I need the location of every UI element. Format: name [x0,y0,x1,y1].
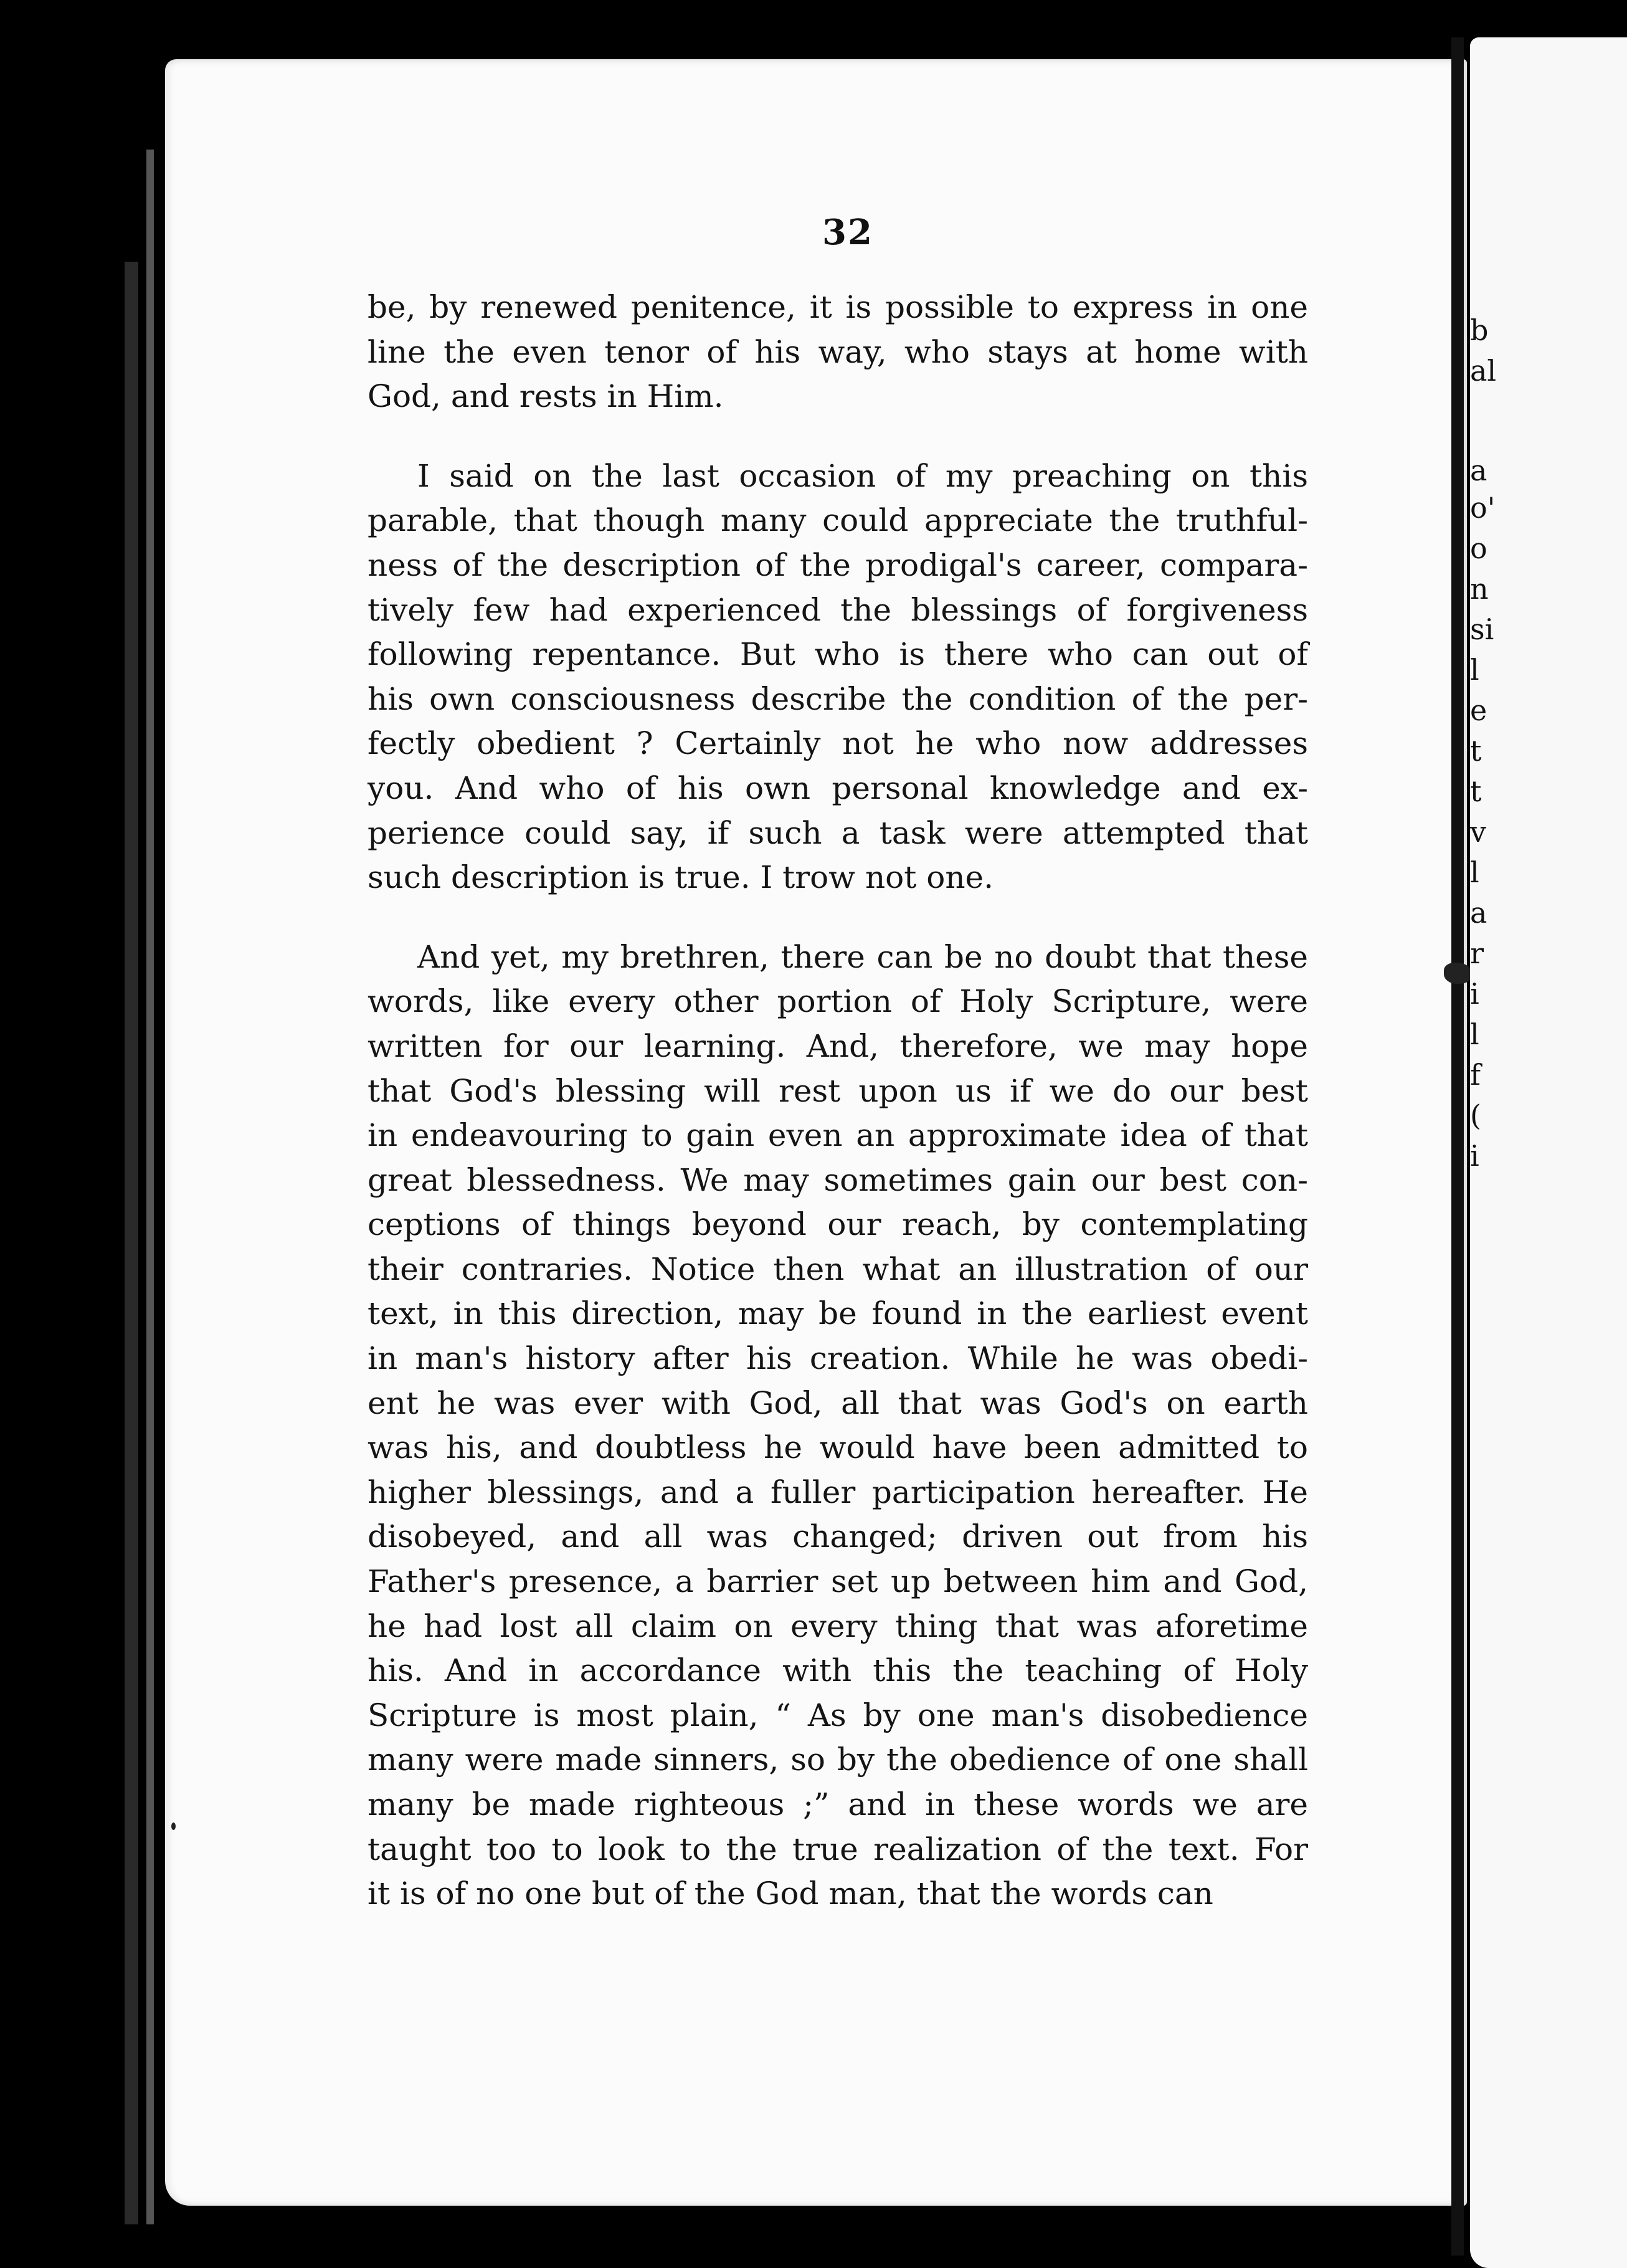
text-line: many be made righteous ;” and in these words we are [368,1786,1308,1822]
text-line: was his, and doubtless he would have been admitted to [368,1429,1308,1466]
facing-page-letter: t [1470,734,1482,768]
facing-page-letter: l [1470,653,1479,687]
facing-page-letter: ( [1470,1098,1481,1132]
body-text [368,285,1308,1917]
text-line: Scripture is most plain, “ As by one man's disobedience [368,1697,1308,1733]
text-line: And yet, my brethren, there can be no doubt that these [417,938,1308,975]
paragraph [368,454,1308,900]
text-line: words, like every other portion of Holy Scripture, were [368,983,1308,1020]
text-line: disobeyed, and all was changed; driven out from his [368,1518,1308,1555]
text-line: ceptions of things beyond our reach, by contemplating [368,1206,1308,1243]
facing-page-letter: l [1470,1017,1479,1051]
text-line: parable, that though many could appreciate the truthful- [368,502,1308,539]
facing-page-letter: f [1470,1058,1481,1092]
text-line: you. And who of his own personal knowledge and ex- [368,770,1308,806]
facing-page-letter: o' [1470,491,1496,525]
text-line: taught too to look to the true realization of the text. For [368,1831,1308,1867]
page-number: 32 [822,212,873,253]
text-line: line the even tenor of his way, who stays at home with [368,333,1308,370]
text-line: his own consciousness describe the condition of the per- [368,680,1308,717]
text-line: ness of the description of the prodigal's career, compara- [368,546,1308,583]
text-line: perience could say, if such a task were attempted that [368,814,1308,851]
facing-page-letter: si [1470,612,1494,646]
facing-page-letter: al [1470,354,1497,388]
facing-page-letter: a [1470,896,1487,930]
ink-speck [171,1822,176,1830]
facing-page-fragment [1470,37,1627,2268]
facing-page-letter: l [1470,855,1479,889]
facing-page-letter: a [1470,454,1487,487]
text-line: text, in this direction, may be found in the earliest event [368,1295,1308,1332]
facing-page-letter: i [1470,1139,1479,1173]
facing-page-letter: o [1470,531,1487,565]
text-line: ent he was ever with God, all that was God's on earth [368,1384,1308,1421]
text-line: he had lost all claim on every thing that was aforetime [368,1608,1308,1644]
text-line: it is of no one but of the God man, that the words can [368,1875,1213,1912]
binding-gutter [1451,37,1464,2256]
paragraph [368,285,1308,419]
text-line: Father's presence, a barrier set up between him and God, [368,1563,1308,1600]
text-line: such description is true. I trow not one. [368,859,994,896]
text-line: following repentance. But who is there who can out of [368,636,1308,673]
text-line: be, by renewed penitence, it is possible to express in one [368,289,1308,325]
paragraph [368,935,1308,1917]
text-line: tively few had experienced the blessings of forgiveness [368,591,1308,628]
facing-page-letter: i [1470,977,1479,1011]
text-line: in man's history after his creation. While he was obedi- [368,1340,1308,1377]
text-line: fectly obedient ? Certainly not he who now addresses [368,725,1308,762]
facing-page-letter: r [1470,936,1484,970]
facing-page-letter: n [1470,572,1489,606]
text-line: great blessedness. We may sometimes gain our best con- [368,1161,1308,1198]
text-line: written for our learning. And, therefore, we may hope [368,1027,1308,1064]
text-line: his. And in accordance with this the teaching of Holy [368,1652,1308,1689]
binding-thread-mark [1444,963,1473,984]
text-line: many were made sinners, so by the obedience of one shall [368,1742,1308,1778]
facing-page-letter: e [1470,693,1487,727]
text-line: higher blessings, and a fuller participation hereafter. He [368,1474,1308,1510]
book-edge [125,262,138,2224]
text-line: God, and rests in Him. [368,378,724,415]
text-line: their contraries. Notice then what an illustration of our [368,1251,1308,1287]
facing-page-letter: t [1470,774,1482,808]
book-edge-shadow [146,150,154,2224]
text-line: that God's blessing will rest upon us if we do our best [368,1072,1308,1109]
facing-page-letter: b [1470,313,1489,347]
facing-page-letter: v [1470,815,1486,849]
text-line: I said on the last occasion of my preaching on this [417,457,1308,494]
text-line: in endeavouring to gain even an approximate idea of that [368,1117,1308,1154]
